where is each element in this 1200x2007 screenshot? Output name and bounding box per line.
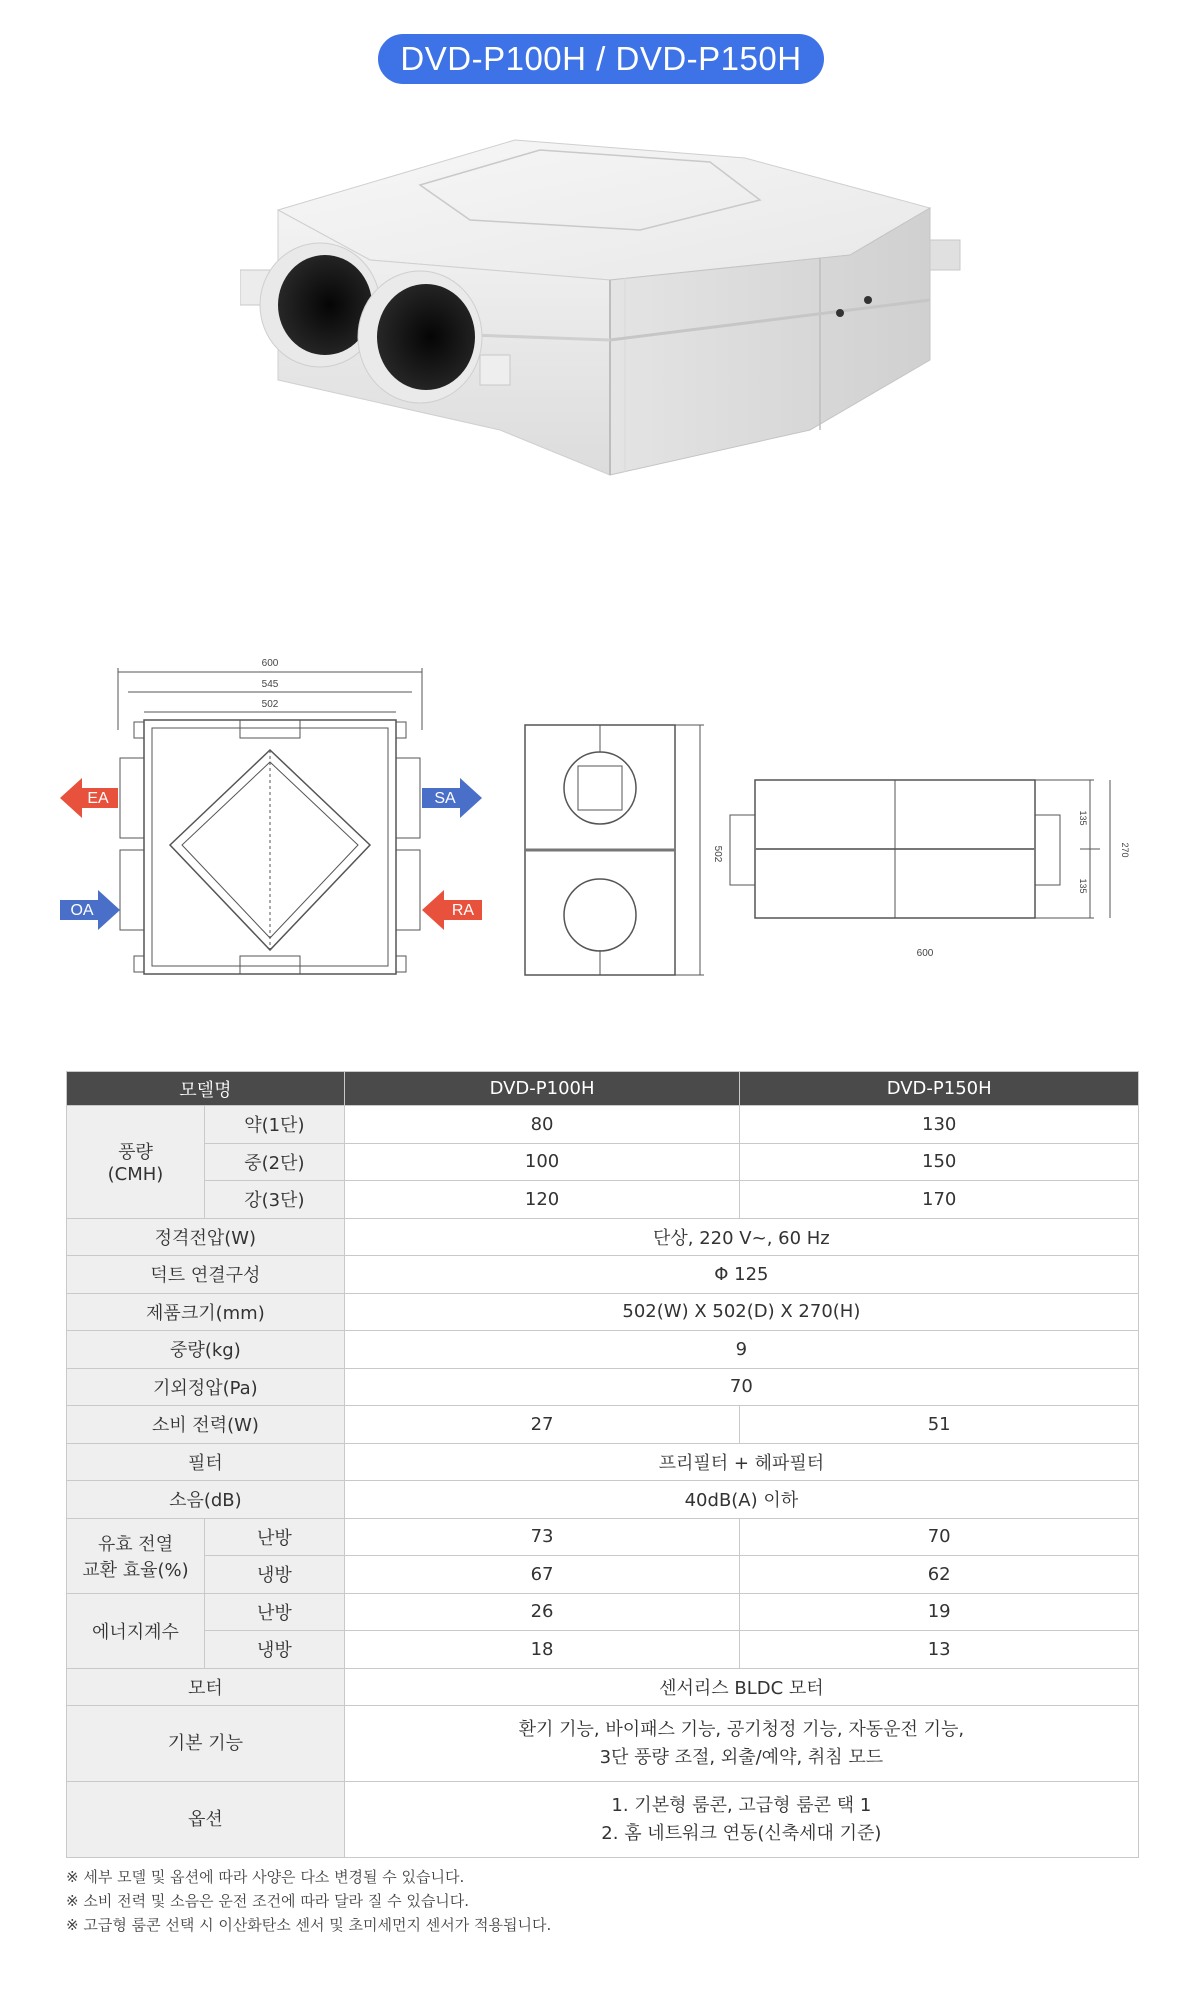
table-row [67, 1106, 1139, 1144]
table-row [67, 1181, 1139, 1219]
energy-label: 에너지계수 [67, 1593, 205, 1668]
power-v1: 27 [344, 1406, 740, 1444]
airflow-1-v1: 80 [344, 1106, 740, 1144]
voltage-label: 정격전압(W) [67, 1218, 345, 1256]
efficiency-label-line2: 교환 효율(%) [82, 1559, 189, 1581]
efficiency-label-line1: 유효 전열 [97, 1533, 174, 1555]
table-row [67, 1218, 1139, 1256]
airflow-2-v1: 100 [344, 1143, 740, 1181]
voltage-value: 단상, 220 V~, 60 Hz [344, 1218, 1138, 1256]
functions-line1: 환기 기능, 바이패스 기능, 공기청정 기능, 자동운전 기능, [518, 1718, 965, 1740]
table-header-row [67, 1072, 1139, 1106]
header-model-label: 모델명 [67, 1072, 345, 1106]
functions-line2: 3단 풍량 조절, 외출/예약, 취침 모드 [599, 1746, 884, 1768]
efficiency-heating-v2: 70 [740, 1518, 1139, 1556]
dim-side-502: 502 [712, 845, 723, 863]
airflow-label [67, 1106, 205, 1219]
dim-bottom-600: 600 [916, 948, 934, 959]
weight-label: 중량(kg) [67, 1331, 345, 1369]
table-row [67, 1293, 1139, 1331]
side-view-drawing [525, 725, 704, 975]
filter-value: 프리필터 + 헤파필터 [344, 1443, 1138, 1481]
table-row [67, 1331, 1139, 1369]
table-row [67, 1593, 1139, 1631]
airflow-label-line1: 풍량 [118, 1142, 153, 1164]
arrow-sa [422, 778, 482, 818]
efficiency-cooling-v1: 67 [344, 1556, 740, 1594]
product-image [240, 130, 970, 600]
dim-545: 545 [261, 679, 279, 690]
arrow-oa [60, 890, 120, 930]
footnotes [66, 1865, 551, 1937]
dim-270: 270 [1120, 842, 1130, 858]
dim-135-top: 135 [1078, 810, 1088, 826]
options-line2: 2. 홈 네트워크 연동(신축세대 기준) [601, 1822, 882, 1844]
footnote: ※ 고급형 룸콘 선택 시 이산화탄소 센서 및 초미세먼지 센서가 적용됩니다. [66, 1916, 552, 1934]
arrow-oa-label: OA [70, 902, 94, 919]
motor-value: 센서리스 BLDC 모터 [344, 1668, 1138, 1706]
efficiency-heating-v1: 73 [344, 1518, 740, 1556]
noise-value: 40dB(A) 이하 [344, 1481, 1138, 1519]
size-label: 제품크기(mm) [67, 1293, 345, 1331]
efficiency-sub-cooling: 냉방 [204, 1556, 344, 1594]
power-label: 소비 전력(W) [67, 1406, 345, 1444]
energy-heating-v1: 26 [344, 1593, 740, 1631]
dim-502: 502 [261, 699, 279, 710]
table-row [67, 1143, 1139, 1181]
dim-600: 600 [261, 658, 279, 669]
table-row [67, 1256, 1139, 1294]
table-row [67, 1481, 1139, 1519]
airflow-1-v2: 130 [740, 1106, 1139, 1144]
table-row [67, 1782, 1139, 1858]
table-row [67, 1706, 1139, 1782]
weight-value: 9 [344, 1331, 1138, 1369]
footnote: ※ 소비 전력 및 소음은 운전 조건에 따라 달라 질 수 있습니다. [66, 1892, 470, 1910]
product-title-badge [378, 34, 824, 84]
table-row [67, 1406, 1139, 1444]
header-model-1: DVD-P100H [344, 1072, 740, 1106]
energy-sub-cooling: 냉방 [204, 1631, 344, 1669]
table-row [67, 1631, 1139, 1669]
duct-label: 덕트 연결구성 [67, 1256, 345, 1294]
table-row [67, 1368, 1139, 1406]
airflow-sub-3: 강(3단) [204, 1181, 344, 1219]
arrow-ra [422, 890, 482, 930]
functions-label: 기본 기능 [67, 1706, 345, 1782]
table-row [67, 1443, 1139, 1481]
efficiency-sub-heating: 난방 [204, 1518, 344, 1556]
noise-label: 소음(dB) [67, 1481, 345, 1519]
dim-135-bottom: 135 [1078, 878, 1088, 894]
arrow-ea-label: EA [87, 790, 109, 807]
functions-value [344, 1706, 1138, 1782]
pressure-value: 70 [344, 1368, 1138, 1406]
airflow-label-line2: (CMH) [107, 1164, 164, 1186]
arrow-sa-label: SA [434, 790, 456, 807]
options-label: 옵션 [67, 1782, 345, 1858]
front-view-drawing [730, 780, 1110, 918]
airflow-3-v2: 170 [740, 1181, 1139, 1219]
top-view-drawing [118, 668, 422, 974]
product-title: DVD-P100H / DVD-P150H [400, 40, 802, 77]
header-model-2: DVD-P150H [740, 1072, 1139, 1106]
table-row [67, 1668, 1139, 1706]
efficiency-label [67, 1518, 205, 1593]
footnote: ※ 세부 모델 및 옵션에 따라 사양은 다소 변경될 수 있습니다. [66, 1868, 465, 1886]
table-row [67, 1518, 1139, 1556]
energy-cooling-v1: 18 [344, 1631, 740, 1669]
energy-heating-v2: 19 [740, 1593, 1139, 1631]
duct-value: Φ 125 [344, 1256, 1138, 1294]
airflow-2-v2: 150 [740, 1143, 1139, 1181]
airflow-sub-2: 중(2단) [204, 1143, 344, 1181]
filter-label: 필터 [67, 1443, 345, 1481]
efficiency-cooling-v2: 62 [740, 1556, 1139, 1594]
pressure-label: 기외정압(Pa) [67, 1368, 345, 1406]
technical-drawings [40, 650, 1160, 1030]
arrow-ra-label: RA [451, 902, 475, 919]
motor-label: 모터 [67, 1668, 345, 1706]
airflow-3-v1: 120 [344, 1181, 740, 1219]
options-value [344, 1782, 1138, 1858]
size-value: 502(W) X 502(D) X 270(H) [344, 1293, 1138, 1331]
arrow-ea [60, 778, 118, 818]
energy-cooling-v2: 13 [740, 1631, 1139, 1669]
spec-table [66, 1071, 1139, 1858]
airflow-sub-1: 약(1단) [204, 1106, 344, 1144]
options-line1: 1. 기본형 룸콘, 고급형 룸콘 택 1 [611, 1794, 872, 1816]
energy-sub-heating: 난방 [204, 1593, 344, 1631]
table-row [67, 1556, 1139, 1594]
power-v2: 51 [740, 1406, 1139, 1444]
